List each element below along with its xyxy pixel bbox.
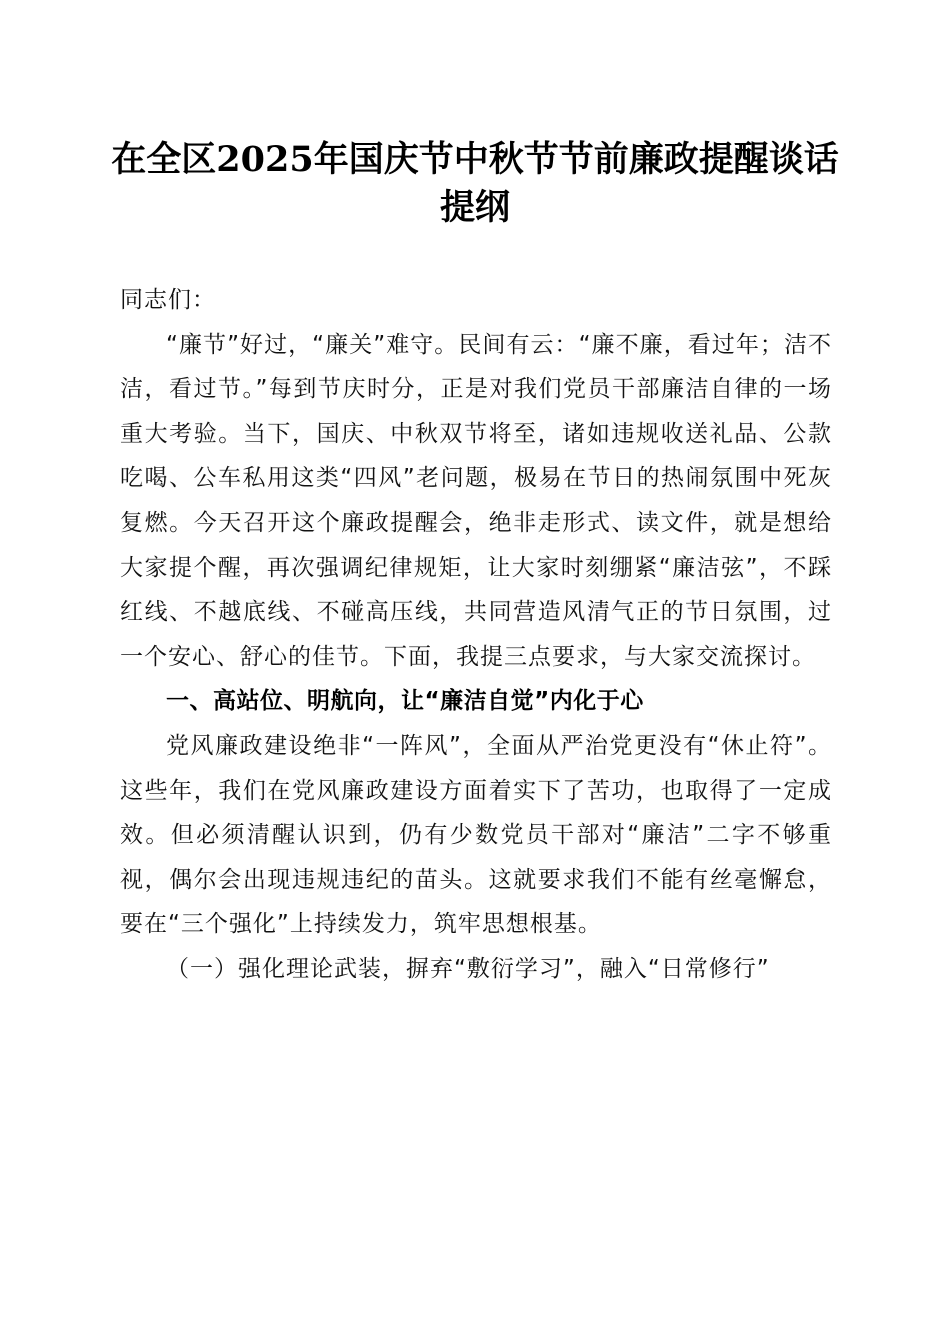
subsection-1-heading: （一）强化理论武装，摒弃“敷衍学习”，融入“日常修行” [166,955,770,982]
section-1-paragraph: 党风廉政建设绝非“一阵风”，全面从严治党更没有“休止符”。这些年，我们在党风廉政建设方面着实下了苦功，也取得了一定成效。但必须清醒认识到，仍有少数党员干部对“廉洁”二字不够重视，偶尔会出现违规违纪的苗头。这就要求我们不能有丝毫懈怠，要在“三个强化”上持续发力，筑牢思想根基。 [120,732,832,938]
document-body [120,278,832,992]
section-1-heading: 一、高站位、明航向，让“廉洁自觉”内化于心 [166,688,644,715]
document-title: 在全区2025年国庆节中秋节节前廉政提醒谈话提纲 [111,139,839,228]
intro-paragraph: “廉节”好过，“廉关”难守。民间有云：“廉不廉，看过年；洁不洁，看过节。”每到节庆时分，正是对我们党员干部廉洁自律的一场重大考验。当下，国庆、中秋双节将至，诸如违规收送礼品、公款吃喝、公车私用这类“四风”老问题，极易在节日的热闹氛围中死灰复燃。今天召开这个廉政提醒会，绝非走形式、读文件，就是想给大家提个醒，再次强调纪律规矩，让大家时刻绷紧“廉洁弦”，不踩红线、不越底线、不碰高压线，共同营造风清气正的节日氛围，过一个安心、舒心的佳节。下面，我提三点要求，与大家交流探讨。 [120,331,832,670]
salutation: 同志们： [120,287,216,313]
